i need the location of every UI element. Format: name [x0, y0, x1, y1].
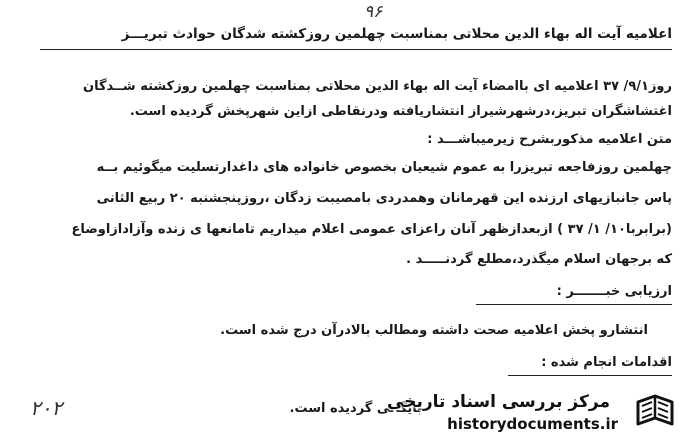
assessment-text: انتشارو پخش اعلامیه صحت داشته ومطالب بالادرآن درج شده است. — [220, 323, 648, 338]
document-title: اعلامیه آیت اله بهاء الدین محلاتی بمناسبت چهلمین روزکشته شدگان حوادث تبریـــز — [121, 26, 672, 42]
paragraph-2-line-2: پاس جانبازیهای ارزنده این قهرمانان وهمدردی بامصیبت زدگان ،روزپنجشنبه ۲۰ ربیع الثانی — [96, 191, 672, 206]
assessment-underline — [476, 304, 672, 305]
text-heading: متن اعلامیه مذکوربشرح زیرمیباشـــد : — [427, 132, 672, 147]
page-number: ۲۰۲ — [30, 396, 63, 420]
actions-underline — [508, 375, 672, 376]
actions-text: بایگانی گردیده است. — [289, 401, 422, 416]
title-underline — [40, 49, 672, 50]
paragraph-2-line-4: که برجهان اسلام میگذرد،مطلع گردنـــــد . — [406, 252, 672, 267]
actions-heading: اقدامات انجام شده : — [541, 355, 672, 370]
paragraph-2-line-1: چهلمین روزفاجعه تبریزرا به عموم شیعیان بخصوص خانواده های داغدارتسلیت میگوئیم بــه — [96, 160, 672, 175]
watermark-name: مرکز بررسی اسناد تاریخی — [387, 392, 610, 412]
book-logo-icon — [630, 388, 680, 434]
paragraph-2-line-3: (برابربا۱۰/ ۱/ ۳۷ ) ازبعدازظهر آنان راعزای عمومی اعلام میداریم تامانعها ی زنده وآزادازاوضاع — [71, 222, 672, 237]
watermark — [387, 386, 680, 438]
assessment-heading: ارزیابی خبـــــــر : — [556, 284, 672, 299]
handwritten-number: ۹۶ — [364, 2, 383, 22]
watermark-url: historydocuments.ir — [447, 415, 618, 433]
paragraph-1-line-1: روز۹/۱/ ۳۷ اعلامیه ای باامضاء آیت اله بهاء الدین محلاتی بمناسبت چهلمین روزکشته شــدگان — [83, 79, 672, 94]
paragraph-1-line-2: اغتشاشگران تبریز،درشهرشیراز انتشاریافته ودرنقاطی ازاین شهرپخش گردیده است. — [129, 104, 672, 119]
